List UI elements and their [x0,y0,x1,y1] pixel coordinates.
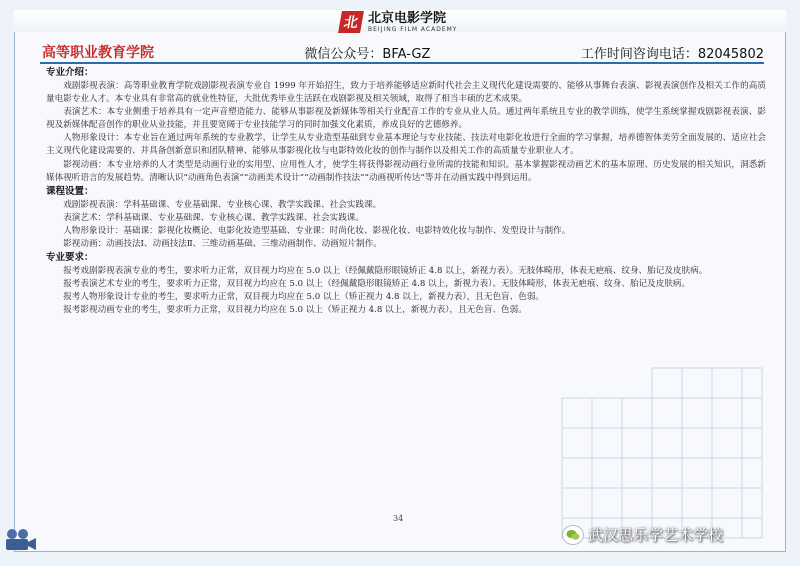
wechat-icon [562,525,584,545]
requirement-paragraph: 报考影视动画专业的考生，要求听力正常，双目视力均应在 5.0 以上（矫正视力 4.8 以上，新视力表），且无色盲、色弱。 [63,305,527,316]
course-line: 表演艺术：学科基础课、专业基础课、专业核心课、教学实践课、社会实践课。 [63,212,364,223]
course-line: 人物形象设计：基础课：影视化妆概论、电影化妆造型基础、专业课：时尚化妆、影视化妆、电影特效化妆与制作、发型设计与制作。 [63,225,571,236]
header-row [42,41,764,63]
requirement-paragraph: 报考人物形象设计专业的考生，要求听力正常，双目视力均应在 5.0 以上（矫正视力 4.8 以上，新视力表），且无色盲、色弱。 [63,292,545,303]
intro-paragraph: 人物形象设计：本专业旨在通过两年系统的专业教学，让学生从专业造型基础到专业基本理论与专业技能、技法对电影化妆进行全面的学习掌握，培养德智体美劳全面发展的、适应社会主义现代化建设需要的、并具备创新意识和团队精神、能够从事影视化妆与电影特效化妆的创作与制作以及相关工作的高质量专业职业人才。 [46,133,766,157]
intro-title: 专业介绍： [46,67,94,78]
course-line: 戏剧影视表演：学科基础课、专业基础课、专业核心课、教学实践课、社会实践课。 [63,199,382,210]
film-camera-icon [4,528,38,552]
building-sketch-icon [522,338,782,548]
watermark-text: 武汉思乐学艺术学校 [588,526,724,544]
document-body [46,66,766,318]
intro-paragraph: 影视动画：本专业培养的人才类型是动画行业的实用型、应用性人才，使学生将获得影视动画行业所需的技能和知识。基本掌握影视动画艺术的基本原理、历史发展的相关知识，洞悉新媒体视听语言的发展趋势。清晰认识“动画角色表演”“动画美术设计”“动画制作技法”“动画视听传达”等并在动画实践中得到运用。 [46,159,766,183]
school-logo [340,8,500,36]
course-line: 影视动画：动画技法Ⅰ、动画技法Ⅱ、三维动画基础、三维动画制作、动画短片制作。 [63,239,382,250]
wechat-account: 微信公众号：BFA-GZ [304,46,431,62]
requirement-paragraph: 报考戏剧影视表演专业的考生，要求听力正常，双目视力均应在 5.0 以上（经佩戴隐形眼镜矫正 4.8 以上，新视力表）。无肢体畸形，体表无疤痕、纹身、胎记及皮肤病。 [63,266,708,277]
logo-en-text: BEIJING FILM ACADEMY [368,25,458,33]
requirement-paragraph: 报考表演艺术专业的考生，要求听力正常，双目视力均应在 5.0 以上（经佩戴隐形眼镜矫正 4.8 以上，新视力表）。无肢体畸形，体表无疤痕、纹身、胎记及皮肤病。 [63,279,691,290]
logo-cn-text: 北京电影学院 [368,10,447,26]
hotline: 工作时间咨询电话：82045802 [580,46,764,62]
requirements-title: 专业要求： [46,252,94,264]
org-name: 高等职业教育学院 [42,45,154,61]
page-number: 34 [393,514,404,523]
logo-mark-icon: 北 [338,11,364,33]
header-divider [40,62,764,64]
intro-paragraph: 戏剧影视表演：高等职业教育学院戏剧影视表演专业自 1999 年开始招生，致力于培养能够适应新时代社会主义现代化建设需要的、能够从事舞台表演、影视表演创作及相关工作的高质量电影专业人才。本专业具有非常高的就业性特征，大批优秀毕业生活跃在戏剧影视及相关领域，取得了相当丰硕的艺术成果。 [46,81,766,105]
courses-title: 课程设置： [46,185,94,197]
intro-paragraph: 表演艺术：本专业侧重于培养具有一定声音塑造能力、能够从事影视及新媒体等相关行业配音工作的专业从业人员。通过两年系统且专业的教学训练，使学生系统掌握戏剧影视表演、影视及新媒体配音创作的职业从业技能，并且要宽阔于专业技能学习的同时加强文化素质，养成良好的艺德修养。 [46,107,766,131]
watermark [562,524,723,545]
